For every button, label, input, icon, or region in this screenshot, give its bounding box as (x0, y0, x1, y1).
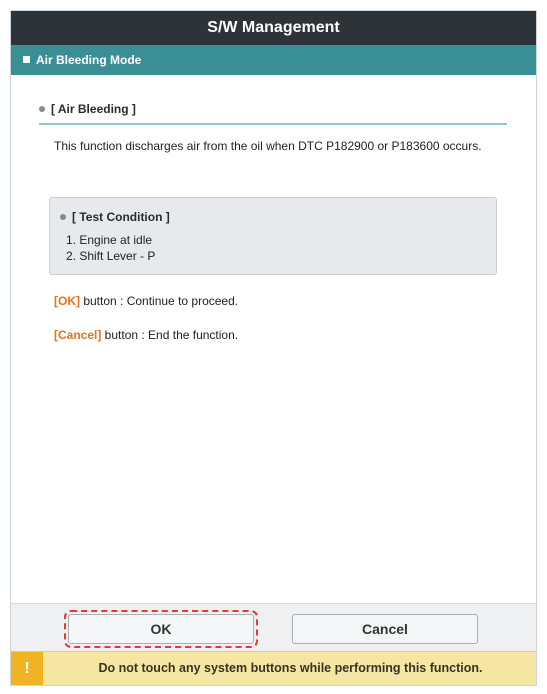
cancel-note-key: [Cancel] (54, 328, 102, 342)
mode-bar (11, 45, 536, 75)
function-description: This function discharges air from the oil when DTC P182900 or P183600 occurs. (54, 139, 482, 153)
app-window (10, 10, 537, 686)
warning-icon: ! (11, 652, 43, 685)
list-item: 2. Shift Lever - P (66, 249, 156, 263)
warning-bar (11, 651, 536, 685)
cancel-note-text: button : End the function. (101, 328, 239, 342)
section-heading-label: [ Air Bleeding ] (51, 102, 136, 116)
list-item: 1. Engine at idle (66, 233, 153, 247)
bullet-dot-icon (39, 106, 45, 112)
bullet-dot-icon (60, 214, 66, 220)
test-condition-list (66, 232, 155, 264)
test-condition-box (49, 197, 497, 275)
ok-note-text: button : Continue to proceed. (80, 294, 239, 308)
section-heading (39, 101, 507, 125)
window-title: S/W Management (11, 11, 536, 45)
button-bar (11, 603, 536, 652)
ok-note (54, 294, 238, 308)
ok-note-key: [OK] (54, 294, 80, 308)
warning-text: Do not touch any system buttons while performing this function. (98, 661, 483, 675)
cancel-button[interactable]: Cancel (292, 614, 478, 644)
test-condition-title-label: [ Test Condition ] (72, 210, 170, 224)
mode-label: Air Bleeding Mode (36, 53, 142, 67)
square-bullet-icon (23, 56, 30, 63)
test-condition-title (60, 210, 170, 224)
ok-button[interactable]: OK (68, 614, 254, 644)
cancel-note (54, 328, 238, 342)
